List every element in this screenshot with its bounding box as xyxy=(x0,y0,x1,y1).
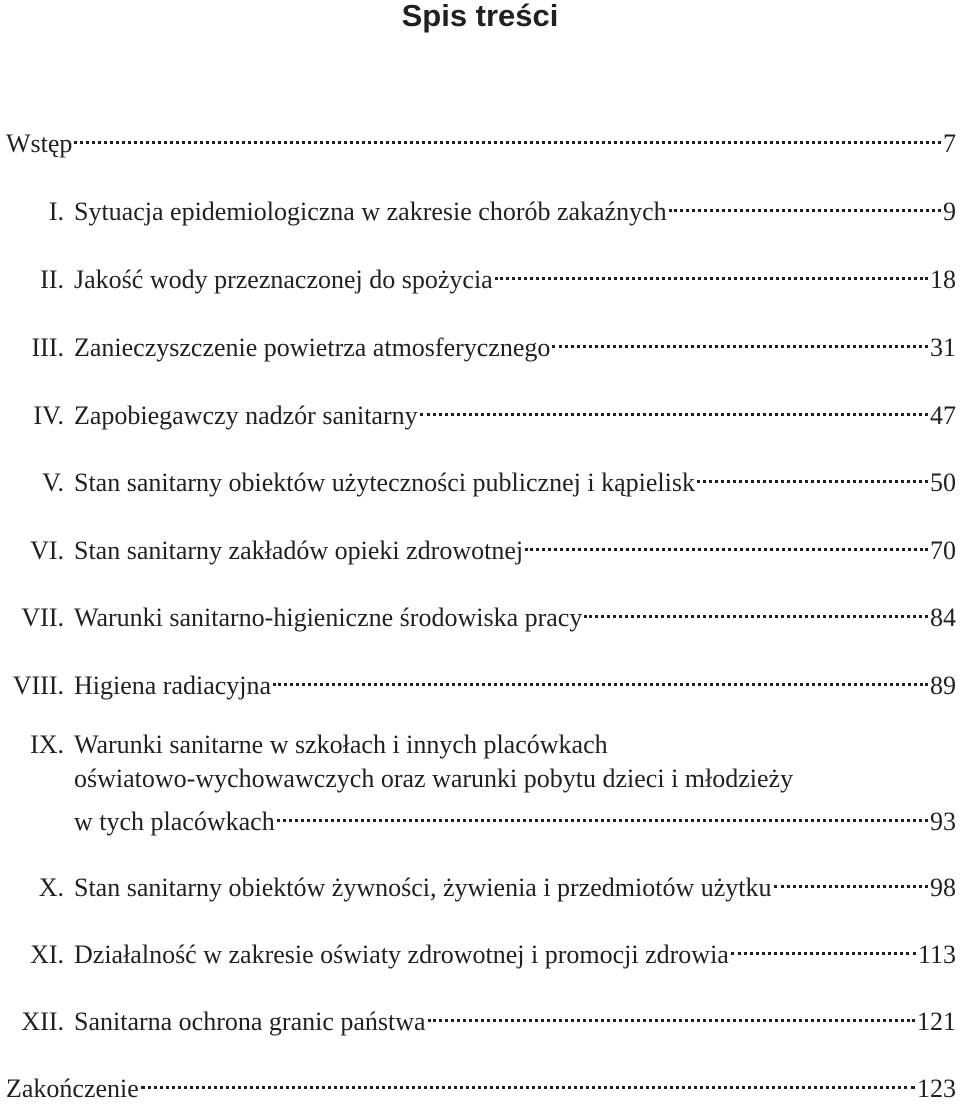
toc-entry-chapter-8 xyxy=(6,660,956,700)
entry-page: 18 xyxy=(930,265,956,294)
entry-title: Działalność w zakresie oświaty zdrowotnej i promocji zdrowia xyxy=(74,940,729,969)
dot-leader xyxy=(774,862,928,896)
chapter-number: X. xyxy=(38,873,64,902)
toc-entry-chapter-3 xyxy=(6,322,956,362)
dot-leader xyxy=(420,390,928,424)
entry-page: 93 xyxy=(930,807,956,836)
entry-title: Warunki sanitarno-higieniczne środowiska pracy xyxy=(74,603,583,632)
toc-entry-chapter-7 xyxy=(6,592,956,632)
entry-page: 98 xyxy=(930,873,956,902)
toc-entry-conclusion xyxy=(6,1063,956,1103)
entry-page: 84 xyxy=(930,603,956,632)
chapter-number: IV. xyxy=(33,401,64,430)
entry-title-line-1: Warunki sanitarne w szkołach i innych placówkach xyxy=(74,730,608,759)
chapter-number: V. xyxy=(42,468,64,497)
page-title: Spis treści xyxy=(401,0,559,33)
entry-page: 50 xyxy=(930,468,956,497)
dot-leader xyxy=(495,254,928,288)
toc-entry-chapter-4 xyxy=(6,390,956,430)
dot-leader xyxy=(584,592,928,626)
chapter-number: I. xyxy=(48,197,64,226)
entry-title: Sytuacja epidemiologiczna w zakresie chorób zakaźnych xyxy=(74,197,667,226)
chapter-number: VII. xyxy=(21,603,64,632)
chapter-number: XI. xyxy=(30,940,64,969)
entry-title: Stan sanitarny obiektów żywności, żywienia i przedmiotów użytku xyxy=(74,873,772,902)
toc-entry-intro xyxy=(6,118,956,158)
chapter-number: XII. xyxy=(21,1007,64,1036)
entry-title: Higiena radiacyjna xyxy=(74,671,272,700)
dot-leader xyxy=(669,186,941,220)
chapter-number: III. xyxy=(31,333,64,362)
entry-page: 123 xyxy=(917,1074,956,1103)
dot-leader xyxy=(697,457,928,491)
dot-leader xyxy=(273,660,928,694)
toc-entry-chapter-5 xyxy=(6,457,956,497)
entry-title: Jakość wody przeznaczonej do spożycia xyxy=(74,265,493,294)
entry-page: 9 xyxy=(943,197,956,226)
dot-leader xyxy=(141,1063,915,1097)
entry-page: 89 xyxy=(930,671,956,700)
dot-leader xyxy=(74,118,941,152)
dot-leader xyxy=(277,796,928,830)
entry-page: 7 xyxy=(943,129,956,158)
toc-entry-chapter-11 xyxy=(6,929,956,969)
toc-entry-chapter-6 xyxy=(6,525,956,565)
entry-title-line-3: w tych placówkach xyxy=(74,807,275,836)
entry-title: Stan sanitarny zakładów opieki zdrowotnej xyxy=(74,536,524,565)
dot-leader xyxy=(428,996,915,1030)
entry-title: Zapobiegawczy nadzór sanitarny xyxy=(74,401,418,430)
chapter-number: VIII. xyxy=(12,671,64,700)
entry-title: Zakończenie xyxy=(6,1074,139,1103)
toc-entry-chapter-10 xyxy=(6,862,956,902)
chapter-number: VI. xyxy=(30,536,64,565)
chapter-number: II. xyxy=(40,265,64,294)
entry-page: 121 xyxy=(917,1007,956,1036)
entry-page: 70 xyxy=(930,536,956,565)
entry-title: Stan sanitarny obiektów użyteczności publicznej i kąpielisk xyxy=(74,468,695,497)
toc-entry-chapter-9 xyxy=(6,728,956,836)
dot-leader xyxy=(731,929,916,963)
chapter-number: IX. xyxy=(30,730,64,759)
toc-entry-chapter-2 xyxy=(6,254,956,294)
entry-title: Sanitarna ochrona granic państwa xyxy=(74,1007,426,1036)
entry-title: Zanieczyszczenie powietrza atmosferycznego xyxy=(74,333,551,362)
entry-page: 113 xyxy=(917,940,956,969)
entry-title-line-2: oświatowo-wychowawczych oraz warunki pobytu dzieci i młodzieży xyxy=(74,764,794,793)
dot-leader xyxy=(525,525,928,559)
entry-page: 31 xyxy=(930,333,956,362)
toc-entry-chapter-1 xyxy=(6,186,956,226)
dot-leader xyxy=(552,322,928,356)
entry-page: 47 xyxy=(930,401,956,430)
entry-title: Wstęp xyxy=(6,129,73,158)
toc-entry-chapter-12 xyxy=(6,996,956,1036)
